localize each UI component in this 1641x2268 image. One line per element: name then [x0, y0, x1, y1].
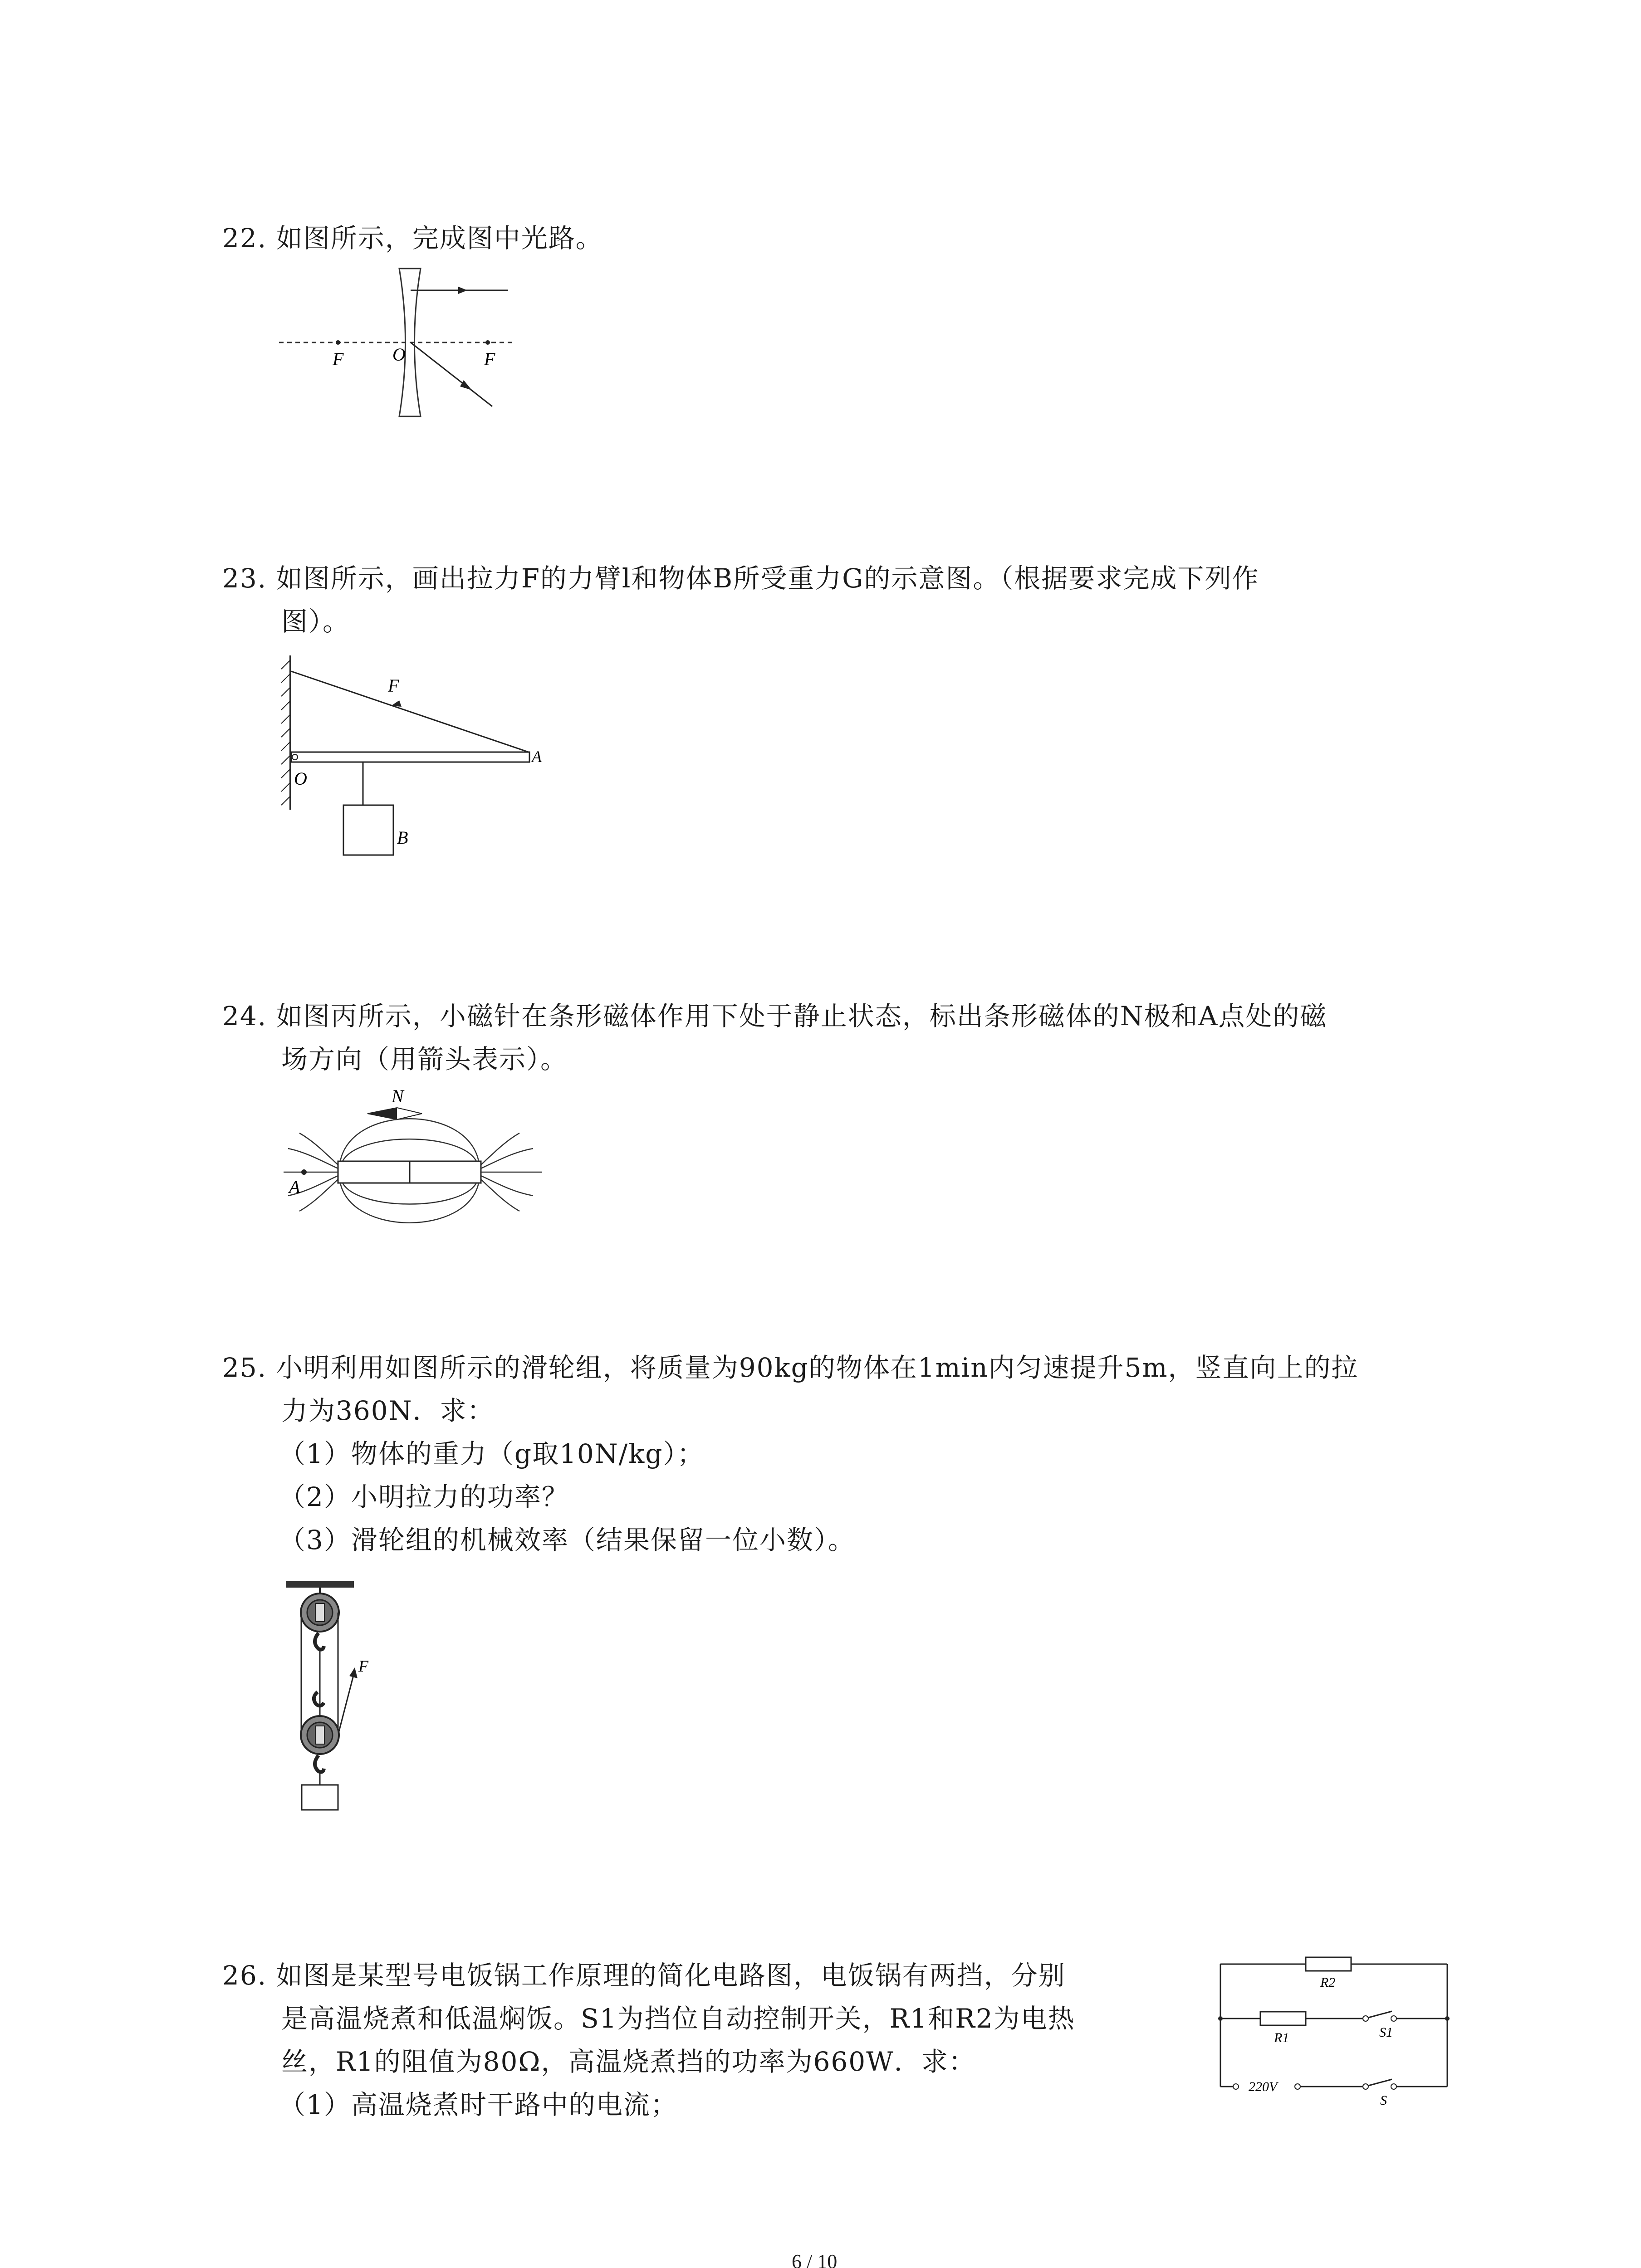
q23-line-2: 图）。 — [281, 606, 350, 637]
q22-label-f-right: F — [484, 349, 495, 369]
q22-number: 22. — [222, 223, 267, 254]
q25-pulley-figure — [277, 1579, 395, 1823]
q24-label-a: A — [289, 1177, 300, 1197]
q26-line-3: 丝，R1的阻值为80Ω，高温烧煮挡的功率为660W．求： — [281, 2046, 976, 2077]
q25-sub-2: （2）小明拉力的功率？ — [279, 1481, 569, 1512]
q23-line-1 — [222, 562, 1259, 594]
q22-text: 如图所示，完成图中光路。 — [276, 223, 603, 254]
q26-label-s: S — [1380, 2093, 1387, 2108]
q24-text-1: 如图丙所示，小磁针在条形磁体作用下处于静止状态，标出条形磁体的N极和A点处的磁 — [276, 1001, 1327, 1031]
q26-label-voltage: 220V — [1249, 2079, 1278, 2094]
q25-line-2: 力为360N．求： — [281, 1395, 495, 1426]
q25-text-1: 小明利用如图所示的滑轮组，将质量为90kg的物体在1min内匀速提升5m，竖直向上的拉 — [276, 1352, 1359, 1383]
q23-number: 23. — [222, 563, 267, 594]
q25-line-1 — [222, 1352, 1358, 1383]
q24-label-n: N — [392, 1089, 404, 1106]
q22-label-o: O — [392, 344, 406, 365]
page-number: 6 / 10 — [792, 2250, 838, 2268]
q26-sub-1: （1）高温烧煮时干路中的电流； — [279, 2089, 678, 2120]
q23-label-o: O — [294, 768, 307, 789]
q26-label-s1: S1 — [1379, 2025, 1393, 2040]
q25-sub-1: （1）物体的重力（g取10N/kg）； — [279, 1438, 705, 1469]
q24-line-2: 场方向（用箭头表示）。 — [281, 1044, 568, 1075]
q23-label-f: F — [388, 675, 399, 696]
q22-label-f-left: F — [333, 349, 344, 369]
q26-number: 26. — [222, 1960, 267, 1991]
q26-line-1 — [222, 1960, 1066, 1991]
q23-text-1: 如图所示，画出拉力F的力臂l和物体B所受重力G的示意图。（根据要求完成下列作 — [276, 563, 1259, 594]
q22-line-1 — [222, 222, 603, 254]
q23-lever-figure — [272, 653, 563, 871]
q23-label-b: B — [397, 827, 408, 848]
q26-label-r1: R1 — [1274, 2030, 1289, 2045]
q26-label-r2: R2 — [1320, 1975, 1336, 1990]
q25-label-f: F — [358, 1657, 368, 1675]
q24-magnet-figure — [279, 1089, 551, 1238]
q25-sub-3: （3）滑轮组的机械效率（结果保留一位小数）。 — [279, 1525, 855, 1555]
q22-lens-figure — [279, 268, 533, 431]
q24-number: 24. — [222, 1001, 267, 1031]
q24-line-1 — [222, 1000, 1327, 1032]
q23-label-a: A — [532, 748, 542, 766]
q26-line-2: 是高温烧煮和低温焖饭。S1为挡位自动控制开关，R1和R2为电热 — [281, 2003, 1075, 2034]
q26-text-1: 如图是某型号电饭锅工作原理的简化电路图，电饭锅有两挡，分别 — [276, 1960, 1066, 1991]
q26-circuit-figure — [1207, 1946, 1452, 2109]
q25-number: 25. — [222, 1352, 267, 1383]
